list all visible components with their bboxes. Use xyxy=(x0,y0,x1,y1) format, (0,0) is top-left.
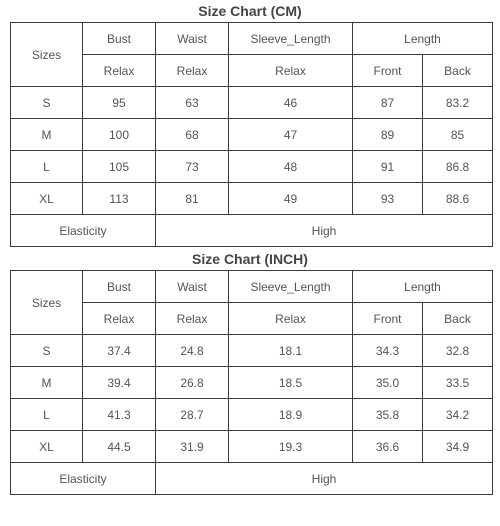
size-chart-cm-title: Size Chart (CM) xyxy=(198,3,302,19)
cell-back: 88.6 xyxy=(423,183,493,215)
cell-waist: 63 xyxy=(156,87,229,119)
table-row xyxy=(11,431,493,463)
cell-waist: 26.8 xyxy=(156,367,229,399)
cell-sleeve: 19.3 xyxy=(229,431,353,463)
cell-sleeve: 48 xyxy=(229,151,353,183)
cell-bust: 39.4 xyxy=(83,367,156,399)
cell-front: 87 xyxy=(353,87,423,119)
subheader-row xyxy=(11,55,493,87)
subheader-front: Front xyxy=(353,303,423,335)
header-bust: Bust xyxy=(83,271,156,303)
cell-bust: 37.4 xyxy=(83,335,156,367)
header-length: Length xyxy=(353,271,493,303)
subheader-waist-relax: Relax xyxy=(156,303,229,335)
size-chart-inch-title: Size Chart (INCH) xyxy=(192,251,308,267)
table-row xyxy=(11,87,493,119)
header-sizes: Sizes xyxy=(11,23,83,87)
elasticity-value: High xyxy=(156,215,493,247)
cell-bust: 100 xyxy=(83,119,156,151)
cell-bust: 41.3 xyxy=(83,399,156,431)
header-sleeve-length: Sleeve_Length xyxy=(229,23,353,55)
cell-front: 89 xyxy=(353,119,423,151)
cell-waist: 73 xyxy=(156,151,229,183)
cell-size: XL xyxy=(11,431,83,463)
table-row xyxy=(11,399,493,431)
cell-size: M xyxy=(11,119,83,151)
size-chart-inch-table xyxy=(10,270,493,495)
cell-size: S xyxy=(11,335,83,367)
cell-front: 35.8 xyxy=(353,399,423,431)
header-sizes: Sizes xyxy=(11,271,83,335)
subheader-waist-relax: Relax xyxy=(156,55,229,87)
subheader-sleeve-relax: Relax xyxy=(229,303,353,335)
cell-sleeve: 18.9 xyxy=(229,399,353,431)
elasticity-row xyxy=(11,463,493,495)
table-row xyxy=(11,183,493,215)
cell-waist: 24.8 xyxy=(156,335,229,367)
cell-waist: 68 xyxy=(156,119,229,151)
cell-bust: 113 xyxy=(83,183,156,215)
cell-front: 34.3 xyxy=(353,335,423,367)
header-waist: Waist xyxy=(156,271,229,303)
cell-front: 91 xyxy=(353,151,423,183)
elasticity-label: Elasticity xyxy=(11,215,156,247)
cell-back: 34.2 xyxy=(423,399,493,431)
cell-size: M xyxy=(11,367,83,399)
cell-back: 33.5 xyxy=(423,367,493,399)
table-row xyxy=(11,119,493,151)
cell-size: L xyxy=(11,399,83,431)
subheader-sleeve-relax: Relax xyxy=(229,55,353,87)
table-row xyxy=(11,151,493,183)
elasticity-label: Elasticity xyxy=(11,463,156,495)
cell-waist: 81 xyxy=(156,183,229,215)
header-row xyxy=(11,23,493,55)
subheader-back: Back xyxy=(423,303,493,335)
header-sleeve-length: Sleeve_Length xyxy=(229,271,353,303)
table-row xyxy=(11,367,493,399)
cell-back: 85 xyxy=(423,119,493,151)
table-row xyxy=(11,335,493,367)
subheader-back: Back xyxy=(423,55,493,87)
cell-size: S xyxy=(11,87,83,119)
cell-back: 32.8 xyxy=(423,335,493,367)
elasticity-row xyxy=(11,215,493,247)
cell-sleeve: 47 xyxy=(229,119,353,151)
cell-front: 36.6 xyxy=(353,431,423,463)
cell-sleeve: 46 xyxy=(229,87,353,119)
subheader-front: Front xyxy=(353,55,423,87)
size-chart-cm-table xyxy=(10,22,493,247)
header-waist: Waist xyxy=(156,23,229,55)
cell-back: 86.8 xyxy=(423,151,493,183)
subheader-row xyxy=(11,303,493,335)
header-length: Length xyxy=(353,23,493,55)
cell-front: 35.0 xyxy=(353,367,423,399)
elasticity-value: High xyxy=(156,463,493,495)
cell-bust: 105 xyxy=(83,151,156,183)
cell-bust: 95 xyxy=(83,87,156,119)
subheader-bust-relax: Relax xyxy=(83,55,156,87)
cell-sleeve: 49 xyxy=(229,183,353,215)
cell-bust: 44.5 xyxy=(83,431,156,463)
cell-front: 93 xyxy=(353,183,423,215)
cell-back: 34.9 xyxy=(423,431,493,463)
cell-waist: 31.9 xyxy=(156,431,229,463)
cell-size: L xyxy=(11,151,83,183)
cell-size: XL xyxy=(11,183,83,215)
cell-back: 83.2 xyxy=(423,87,493,119)
header-bust: Bust xyxy=(83,23,156,55)
header-row xyxy=(11,271,493,303)
cell-sleeve: 18.1 xyxy=(229,335,353,367)
cell-waist: 28.7 xyxy=(156,399,229,431)
cell-sleeve: 18.5 xyxy=(229,367,353,399)
subheader-bust-relax: Relax xyxy=(83,303,156,335)
